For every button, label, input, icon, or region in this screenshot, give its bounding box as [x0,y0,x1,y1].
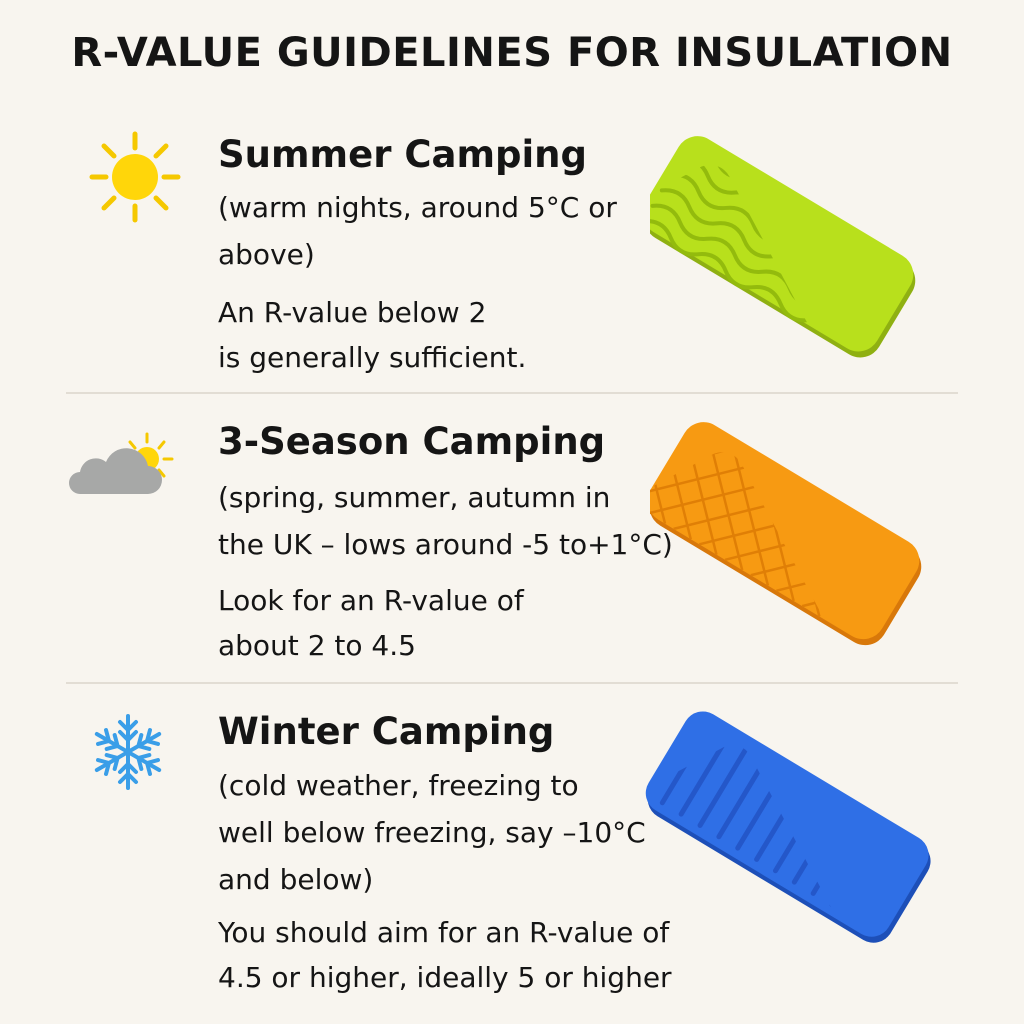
sleeping-mat-winter [640,698,960,958]
section-winter [0,684,1024,1024]
sun-icon [86,128,184,226]
section-subtitle: (cold weather, freezing to well below freezing, say –10°C and below) [218,769,646,896]
sleeping-mat-3-season [650,406,960,656]
section-description: An R-value below 2 is generally sufficient. [218,296,527,374]
cloud-sun-icon [68,430,178,500]
section-subtitle: (warm nights, around 5°C or above) [218,191,617,271]
section-3-season [0,394,1024,682]
section-heading: Summer Camping [218,133,587,176]
section-description: Look for an R-value of about 2 to 4.5 [218,584,524,662]
section-heading: Winter Camping [218,710,555,753]
section-heading: 3-Season Camping [218,420,606,463]
page-title: R-VALUE GUIDELINES FOR INSULATION [71,30,953,76]
section-summer [0,0,1024,392]
snowflake-icon [86,710,170,794]
section-description: You should aim for an R-value of 4.5 or higher, ideally 5 or higher [218,916,672,994]
sleeping-mat-summer [650,118,960,368]
section-subtitle: (spring, summer, autumn in the UK – lows around -5 to+1°C) [218,481,673,561]
